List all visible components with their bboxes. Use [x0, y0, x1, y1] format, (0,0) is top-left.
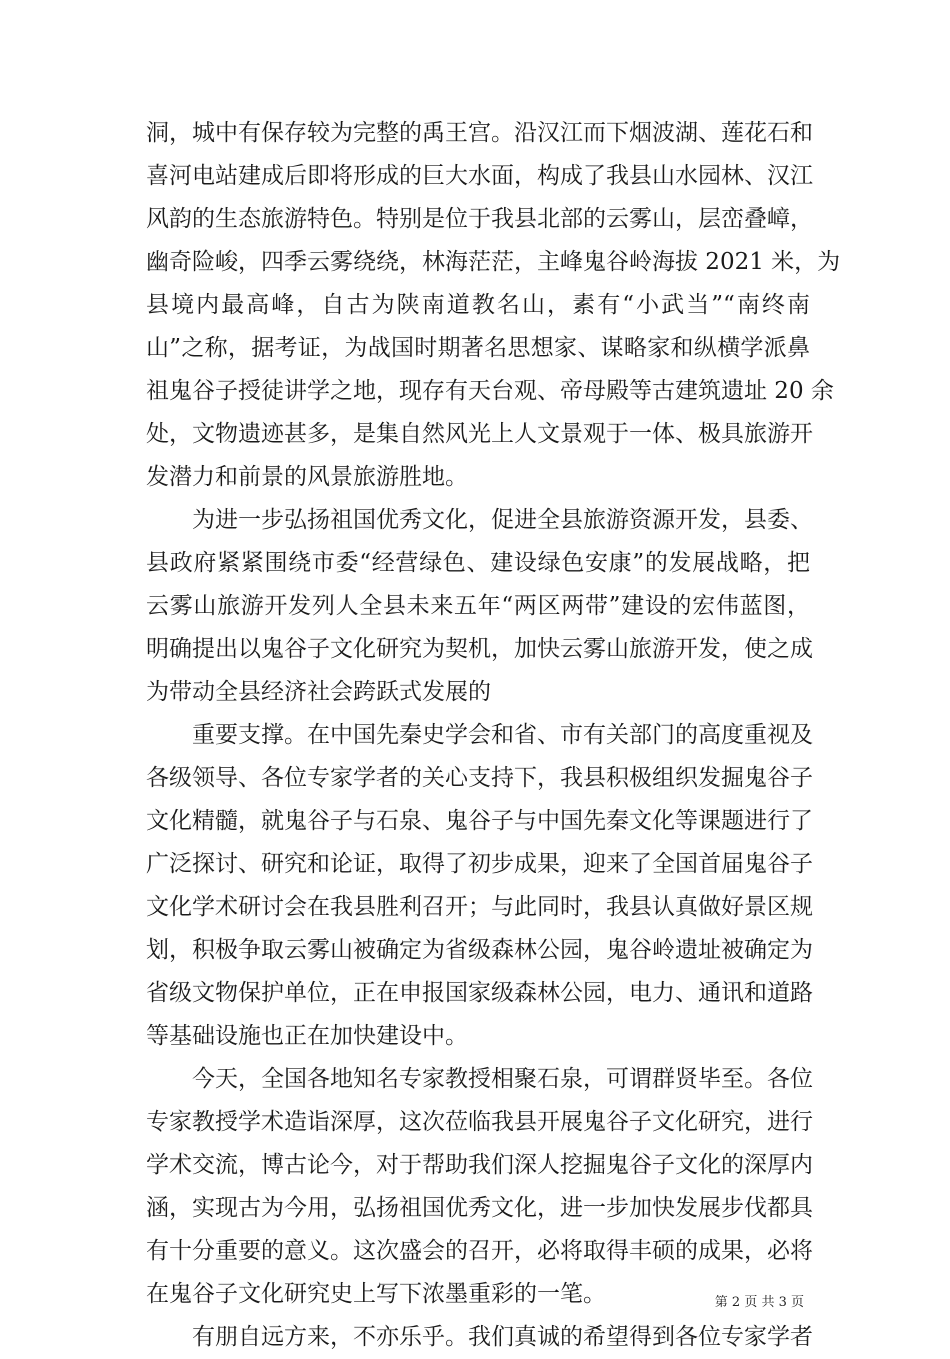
- paragraph-5: [146, 1316, 813, 1359]
- text-line: 重要支撑。在中国先秦史学会和省、市有关部门的高度重视及: [192, 722, 813, 748]
- text-line: 县政府紧紧围绕市委“经营绿色、建设绿色安康”的发展战略，把: [146, 550, 810, 576]
- text-line: 县境内最高峰，自古为陕南道教名山，素有“小武当”“南终南: [146, 292, 810, 318]
- paragraph-2: [146, 499, 813, 714]
- text-line: 喜河电站建成后即将形成的巨大水面，构成了我县山水园林、汉江: [146, 163, 813, 189]
- text-line: 文化学术研讨会在我县胜利召开；与此同时，我县认真做好景区规: [146, 894, 813, 920]
- paragraph-3: [146, 714, 813, 1058]
- text-line: 专家教授学术造诣深厚，这次莅临我县开展鬼谷子文化研究，进行: [146, 1109, 813, 1135]
- text-line: 文化精髓，就鬼谷子与石泉、鬼谷子与中国先秦文化等课题进行了: [146, 808, 813, 834]
- text-line: 风韵的生态旅游特色。特别是位于我县北部的云雾山，层峦叠嶂，: [146, 206, 813, 232]
- paragraph-4: [146, 1058, 813, 1316]
- text-line: 省级文物保护单位，正在申报国家级森林公园，电力、通讯和道路: [146, 980, 813, 1006]
- document-body: [146, 112, 841, 1359]
- text-line: 山”之称，据考证，为战国时期著名思想家、谋略家和纵横学派鼻: [146, 335, 810, 361]
- text-line: 今天，全国各地知名专家教授相聚石泉，可谓群贤毕至。各位: [192, 1066, 813, 1092]
- text-line: 有十分重要的意义。这次盛会的召开，必将取得丰硕的成果，必将: [146, 1238, 813, 1264]
- text-line: 云雾山旅游开发列人全县未来五年“两区两带”建设的宏伟蓝图，: [146, 593, 810, 619]
- text-line: 等基础设施也正在加快建设中。: [146, 1023, 468, 1049]
- text-line: 为带动全县经济社会跨跃式发展的: [146, 679, 491, 705]
- text-line: 明确提出以鬼谷子文化研究为契机，加快云雾山旅游开发，使之成: [146, 636, 813, 662]
- text-line: 学术交流，博古论今，对于帮助我们深人挖掘鬼谷子文化的深厚内: [146, 1152, 813, 1178]
- text-line: 划，积极争取云雾山被确定为省级森林公园，鬼谷岭遗址被确定为: [146, 937, 813, 963]
- text-line: 各级领导、各位专家学者的关心支持下，我县积极组织发掘鬼谷子: [146, 765, 813, 791]
- text-line: 幽奇险峻，四季云雾绕绕，林海茫茫，主峰鬼谷岭海拔 2021 米，为: [146, 249, 841, 275]
- text-line: 发潜力和前景的风景旅游胜地。: [146, 464, 468, 490]
- text-line: 处，文物遗迹甚多，是集自然风光上人文景观于一体、极具旅游开: [146, 421, 813, 447]
- text-line: 在鬼谷子文化研究史上写下浓墨重彩的一笔。: [146, 1281, 606, 1307]
- text-line: 祖鬼谷子授徒讲学之地，现存有天台观、帝母殿等古建筑遗址 20 余: [146, 378, 834, 404]
- page-number-footer: 第 2 页 共 3 页: [714, 1295, 804, 1310]
- text-line: 有朋自远方来，不亦乐乎。我们真诚的希望得到各位专家学者: [192, 1324, 813, 1350]
- text-line: 涵，实现古为今用，弘扬祖国优秀文化，进一步加快发展步伐都具: [146, 1195, 813, 1221]
- text-line: 洞，城中有保存较为完整的禹王宫。沿汉江而下烟波湖、莲花石和: [146, 120, 813, 146]
- text-line: 广泛探讨、研究和论证，取得了初步成果，迎来了全国首届鬼谷子: [146, 851, 813, 877]
- text-line: 为进一步弘扬祖国优秀文化，促进全县旅游资源开发，县委、: [192, 507, 813, 533]
- paragraph-1: [146, 112, 841, 499]
